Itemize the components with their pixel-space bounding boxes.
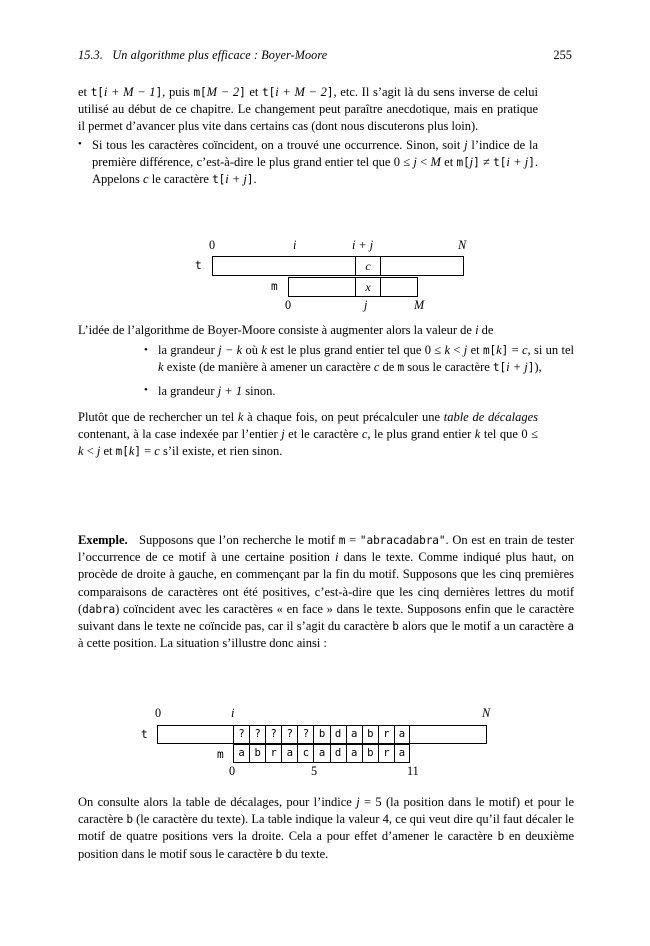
frag: à chaque fois, on peut précalculer une — [243, 409, 444, 424]
paragraph-plutot — [78, 409, 538, 461]
math-frag: i + M − 1 — [103, 85, 156, 99]
figure1-label-zero-top: 0 — [209, 238, 216, 252]
figure1-label-i-plus-j: i + j — [352, 238, 374, 252]
math-frag: i + M − 2 — [275, 85, 327, 99]
math-frag: k — [128, 444, 135, 459]
figure2-pattern-cell: d — [330, 744, 346, 763]
frag: la grandeur — [158, 343, 219, 358]
figure1-pattern-bar — [288, 277, 418, 297]
frag: alors que le motif a un caractère — [398, 619, 568, 634]
figure-alignment-generic — [0, 238, 650, 312]
figure2-text-cell: ? — [281, 725, 297, 744]
frag: sinon. — [242, 383, 276, 398]
bullet-list-sinon — [78, 137, 538, 189]
figure1-label-zero-bottom: 0 — [285, 298, 292, 312]
frag: de — [478, 323, 494, 337]
figure2-pattern-cell: b — [249, 744, 265, 763]
code-pattern: "abracadabra" — [359, 534, 446, 547]
frag: sous le caractère — [404, 360, 493, 375]
figure1-label-i: i — [293, 238, 297, 252]
figure2-text-cell: b — [362, 725, 378, 744]
section-number: 15.3. — [78, 48, 103, 62]
code-frag: ] — [326, 86, 334, 99]
paragraph-idee — [78, 322, 538, 339]
code-frag: b — [392, 620, 399, 634]
math-frag: j — [464, 137, 468, 152]
figure2-label-zero-bottom: 0 — [229, 764, 236, 778]
math-frag: k — [237, 409, 244, 424]
math-frag: j — [413, 154, 417, 169]
figure2-label-five: 5 — [311, 764, 318, 778]
frag: L’idée de l’algorithme de Boyer-Moore consiste à augmenter alors la valeur de — [78, 323, 476, 337]
math-frag: c — [373, 360, 380, 375]
code-frag: m[ — [456, 155, 470, 169]
frag: . Appelons — [92, 154, 538, 187]
figure2-pattern-cell: r — [378, 744, 394, 763]
figure2-pattern-cell: a — [281, 744, 297, 763]
frag: à cette position. La situation s’illustre donc ainsi : — [78, 636, 327, 651]
figure1-label-N: N — [458, 238, 467, 252]
figure1-text-bar — [212, 256, 464, 276]
math-frag: c — [361, 427, 368, 442]
figure2-text-cell: b — [313, 725, 329, 744]
figure1-cell-c: c — [355, 256, 381, 276]
figure2-pattern-cell: c — [297, 744, 313, 763]
emphasis-table-de-decalages: table de décalages — [443, 409, 538, 424]
frag: = 5 (la position dans le motif) et pour le caractère — [78, 795, 574, 827]
code-frag: m[ — [115, 445, 129, 459]
frag: de — [379, 360, 398, 375]
math-frag: j — [281, 427, 285, 442]
figure2-pattern-cell: a — [313, 744, 329, 763]
math-frag: i + j — [225, 172, 247, 187]
frag: et — [245, 85, 263, 99]
figure2-label-i: i — [231, 706, 235, 720]
frag: On consulte alors la table de décalages, pour l’indice — [78, 795, 357, 809]
frag: du texte. — [282, 846, 329, 861]
frag: = — [508, 343, 522, 358]
bullet-item-grandeur-j1 — [144, 383, 574, 400]
math-frag: j — [463, 343, 468, 358]
frag: , etc. Il s’agit là du sens inverse de celui utilisé au début de ce chapitre. Le changement peut paraître anecdotique, mais en pratique il permet d’avancer plus vite dans certains cas (dont nous discuterons plus loin). — [78, 85, 538, 134]
math-frag: i — [475, 323, 479, 337]
figure2-label-zero-top: 0 — [155, 706, 162, 720]
bullet-item-grandeur-jk — [144, 342, 574, 376]
frag: existe (de manière à amener un caractère — [163, 360, 374, 375]
frag: , le plus grand entier — [367, 427, 475, 442]
math-frag: M — [430, 154, 441, 169]
frag: et — [440, 154, 457, 169]
figure2-text-cell: ? — [297, 725, 313, 744]
frag: . — [253, 172, 257, 187]
code-frag: b — [126, 813, 133, 827]
frag: l’indice de la première différence, c’est-à-dire le plus grand entier tel que 0 ≤ — [92, 137, 538, 169]
math-frag: j — [356, 795, 360, 809]
math-frag: i + j — [506, 360, 528, 375]
frag: < — [416, 154, 431, 169]
frag: (le caractère du texte). La table indique la valeur 4, ce qui veut dire qu’il faut décaler le motif de quatre positions vers la droite. Cela a pour effet d’amener le caractère — [78, 812, 574, 844]
frag: s’il existe, et rien sinon. — [159, 444, 283, 459]
math-frag: j — [469, 154, 474, 169]
page-number: 255 — [553, 48, 572, 62]
figure2-text-cell: ? — [265, 725, 281, 744]
figure2-pattern-cell: r — [265, 744, 281, 763]
figure2-pattern-cell: a — [346, 744, 362, 763]
frag: tel que 0 ≤ — [480, 427, 538, 442]
text-block-continuation — [78, 84, 574, 188]
figure2-label-N: N — [482, 706, 491, 720]
frag: contenant, à la case indexée par l’entier — [78, 427, 282, 442]
math-frag: c — [154, 444, 160, 459]
math-frag: j — [96, 444, 101, 459]
frag: dans le texte. Comme indiqué plus haut, on procède de droite à gauche, en commençant par la fin du motif. Supposons que les cinq premières comparaisons de caractères ont été positives, c’est-à-dire que les cinq dernières lettres du motif ( — [78, 550, 574, 616]
code-frag: ] — [527, 361, 535, 375]
frag: où — [242, 343, 262, 358]
figure2-text-cell: d — [330, 725, 346, 744]
figure1-label-M: M — [414, 298, 425, 312]
frag: et — [100, 444, 116, 459]
code-frag: t[ — [492, 361, 507, 375]
code-frag: ] — [246, 173, 254, 187]
figure1-row-label-t: t — [195, 259, 202, 272]
code-frag: b — [275, 847, 283, 861]
code-frag: m[ — [193, 86, 207, 99]
math-frag: k — [78, 444, 84, 459]
code-frag: t[ — [262, 86, 276, 99]
frag: , si un tel — [527, 343, 574, 358]
running-head-title — [78, 48, 327, 63]
code-frag: ] — [134, 445, 141, 459]
frag: est le plus grand entier tel que 0 ≤ — [266, 343, 445, 358]
frag: et — [467, 343, 483, 358]
math-frag: k — [474, 427, 481, 442]
code-frag: dabra — [82, 602, 116, 616]
figure2-pattern-cells — [233, 744, 410, 763]
code-frag: m — [397, 361, 405, 375]
math-frag: i + j — [506, 154, 529, 169]
figure2-text-cell: ? — [249, 725, 265, 744]
text-block-final — [78, 794, 574, 863]
code-frag: m — [338, 534, 346, 547]
math-frag: k — [496, 343, 502, 358]
math-frag: i — [334, 550, 339, 565]
frag: < — [450, 343, 464, 358]
math-frag: j − k — [218, 343, 243, 358]
figure2-pattern-cell: b — [362, 744, 378, 763]
paragraph-continuation — [78, 84, 538, 136]
text-block-idee — [78, 322, 574, 460]
math-frag: k — [158, 360, 164, 375]
example-label: Exemple. — [78, 533, 128, 547]
paragraph-final — [78, 794, 574, 863]
code-frag: t[ — [212, 173, 226, 187]
frag: ), — [534, 360, 542, 375]
frag: , puis — [162, 85, 194, 99]
code-frag: t[ — [493, 155, 507, 169]
figure2-text-cell: a — [394, 725, 410, 744]
math-frag: M − 2 — [206, 85, 240, 99]
frag: = — [345, 533, 360, 547]
bullet-list-grandeurs — [144, 342, 574, 400]
frag: ) coïncident avec les caractères « en face » dans le texte. Supposons enfin que le caractère suivant dans le texte ne coïncide pas, car il s’agit du caractère — [78, 601, 574, 634]
code-frag: t[ — [90, 86, 104, 99]
math-frag: k — [444, 343, 451, 358]
running-head — [78, 48, 572, 63]
math-frag: j + 1 — [217, 383, 243, 398]
figure2-text-cells — [233, 725, 410, 744]
frag: Si tous les caractères coïncident, on a trouvé une occurrence. Sinon, soit — [92, 137, 465, 152]
frag: la grandeur — [158, 383, 218, 398]
frag: le caractère — [148, 172, 213, 187]
figure1-cell-x: x — [355, 277, 381, 297]
code-frag: ] — [528, 155, 535, 169]
math-frag: c — [143, 172, 149, 187]
paragraph-example — [78, 532, 574, 652]
frag: et le caractère — [284, 427, 362, 442]
figure2-pattern-cell: a — [233, 744, 249, 763]
frag: en deuxième position dans le motif sous le caractère — [78, 829, 574, 861]
frag: = — [140, 444, 155, 459]
figure2-row-label-t: t — [141, 728, 148, 741]
frag: . On est en train de tester l’occurrence de ce motif à une certaine position — [78, 533, 574, 565]
code-frag: m[ — [482, 344, 497, 358]
frag: < — [83, 444, 97, 459]
math-frag: c — [521, 343, 528, 358]
frag: et — [78, 85, 91, 99]
figure2-text-cell: r — [378, 725, 394, 744]
frag: ≠ — [479, 154, 494, 169]
frag: Supposons que l’on recherche le motif — [139, 533, 339, 547]
bullet-item-sinon — [78, 137, 538, 189]
code-frag: ] — [473, 155, 480, 169]
figure1-row-label-m: m — [271, 280, 278, 293]
figure2-pattern-cell: a — [394, 744, 410, 763]
figure1-label-j: j — [364, 298, 368, 312]
figure2-row-label-m: m — [217, 748, 224, 761]
text-block-example — [78, 532, 574, 652]
code-frag: b — [497, 830, 505, 844]
figure2-label-eleven: 11 — [407, 764, 419, 778]
section-title: Un algorithme plus efficace : Boyer-Moore — [112, 48, 328, 62]
frag: Plutôt que de rechercher un tel — [78, 409, 238, 424]
math-frag: k — [261, 343, 267, 358]
code-frag: ] — [155, 86, 163, 99]
figure2-text-cell: a — [346, 725, 362, 744]
figure-alignment-abracadabra — [0, 706, 650, 782]
code-frag: ] — [501, 344, 509, 358]
code-frag: a — [567, 620, 574, 634]
figure2-text-cell: ? — [233, 725, 249, 744]
code-frag: ] — [239, 86, 246, 99]
